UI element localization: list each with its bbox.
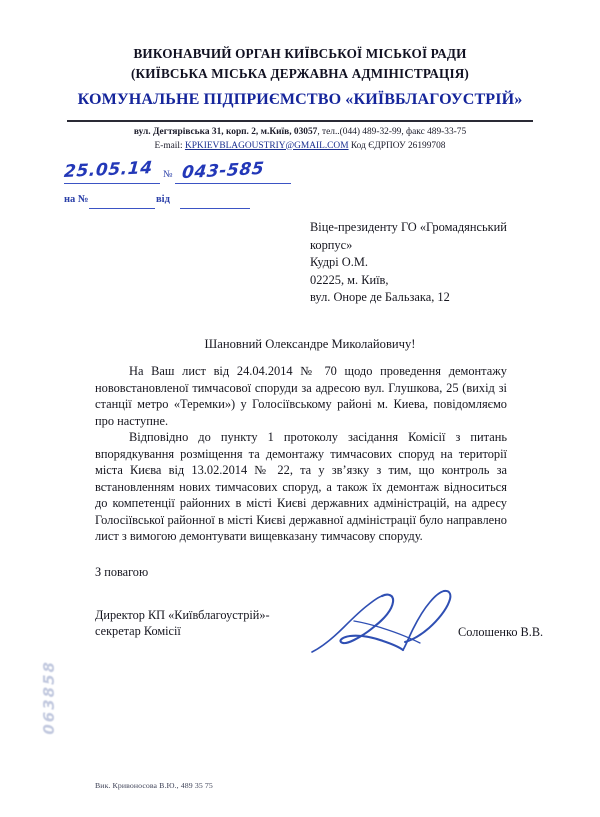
email-label: E-mail: [154, 140, 183, 151]
number-sign: № [163, 169, 173, 180]
executor-note: Вик. Кривоносова В.Ю., 489 35 75 [95, 781, 213, 790]
salutation: Шановний Олександре Миколайовичу! [204, 337, 416, 351]
margin-annotation: 063858 [40, 660, 58, 735]
closing-regards: З повагою [95, 565, 149, 579]
organization-line-2: (КИЇВСЬКА МІСЬКА ДЕРЖАВНА АДМІНІСТРАЦІЯ) [131, 66, 469, 82]
signer-title-line-1: Директор КП «Київблагоустрій»- [95, 608, 270, 622]
letterhead-divider [67, 120, 533, 122]
outgoing-reference-row [62, 158, 332, 188]
handwritten-date: 25.05.14 [63, 158, 154, 182]
letterhead-contacts [0, 126, 600, 154]
reply-date-label: від [156, 194, 170, 205]
email-link[interactable]: KPKIEVBLAGOUSTRIY@GMAIL.COM [184, 140, 349, 151]
phone-fax-text: , тел..(044) 489-32-99, факс 489-33-75 [317, 126, 467, 137]
handwritten-signature [310, 585, 470, 657]
contact-email-line [0, 140, 600, 154]
addressee-line-3: Кудрі О.М. [310, 255, 368, 270]
reply-number-rule [89, 208, 155, 209]
reference-block [62, 158, 332, 214]
signature-block [95, 607, 544, 653]
addressee-line-5: вул. Оноре де Бальзака, 12 [310, 290, 450, 305]
reply-date-rule [180, 208, 250, 209]
address-text: вул. Дегтярівська 31, корп. 2, м.Київ, 03057 [133, 126, 318, 137]
addressee-block [310, 219, 540, 307]
signer-title-line-2: секретар Комісії [95, 624, 181, 639]
signer-title [95, 607, 310, 640]
reply-to-number-label: на № [64, 194, 89, 205]
date-rule [64, 183, 160, 184]
number-rule [175, 183, 291, 184]
organization-name: КОМУНАЛЬНЕ ПІДПРИЄМСТВО «КИЇВБЛАГОУСТРІЙ» [77, 90, 523, 108]
letter-body [95, 363, 507, 545]
addressee-line-2: корпус» [310, 237, 353, 252]
letterhead [0, 0, 600, 153]
handwritten-document-number: 043-585 [180, 158, 266, 184]
signer-name: Солошенко В.В. [458, 625, 544, 639]
body-paragraph-2: Відповідно до пункту 1 протоколу засідання Комісії з питань впорядкування розміщення та демонтажу тимчасових споруд на території міста Києва від 13.02.2014 № 22, та у зв’язку з тим, що контроль за встановленням нових тимчасових споруд, а також їх демонтаж відноситься до компетенції районних в місті Києві державних адміністрацій, на адресу Голосіївської районної в місті Києві державної адміністрації було направлено лист з вимогою демонтувати вищевказану тимчасову споруду. [95, 430, 507, 544]
contact-address-line [0, 126, 600, 140]
edrpou-code: Код ЄДРПОУ 26199708 [350, 140, 446, 151]
addressee-line-1: Віце-президенту ГО «Громадянський [310, 220, 507, 234]
organization-line-1: ВИКОНАВЧИЙ ОРГАН КИЇВСЬКОЇ МІСЬКОЇ РАДИ [133, 46, 467, 61]
addressee-line-4: 02225, м. Київ, [310, 272, 389, 287]
body-paragraph-1: На Ваш лист від 24.04.2014 № 70 щодо проведення демонтажу нововстановленої тимчасової споруди за адресою вул. Глушкова, 25 (вихід зі станції метро «Теремки») у Голосіївському районі м. Киева, повідомляємо про наступне. [95, 364, 507, 428]
incoming-reference-row [62, 194, 332, 214]
